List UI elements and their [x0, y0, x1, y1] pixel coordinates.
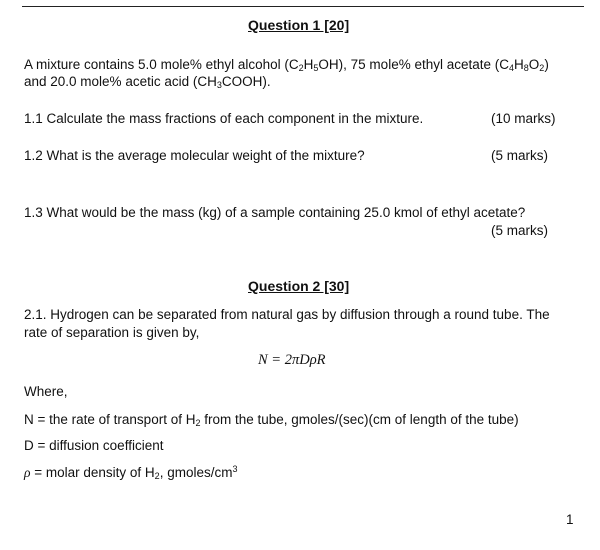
where-label: Where, — [24, 384, 68, 399]
page-number: 1 — [566, 512, 574, 527]
top-rule — [22, 6, 584, 7]
question-1-intro-line-2: and 20.0 mole% acetic acid $(CH_3COOH)$. — [24, 74, 271, 90]
question-1-1-marks: (10 marks) — [491, 111, 556, 126]
question-1-3-text: 1.3 What would be the mass (kg) of a sample containing 25.0 kmol of ethyl acetate? — [24, 205, 526, 220]
definition-n: N = the rate of transport of $H_2$ from the tube, gmoles/(sec)(cm of length of the tube) — [24, 412, 519, 428]
question-1-1-text: 1.1 Calculate the mass fractions of each component in the mixture. — [24, 111, 424, 126]
question-1-intro-line-1: A mixture contains 5.0 mole% ethyl alcohol $(C_2H_5OH)$, 75 mole% ethyl acetate $(C_4H_8O_2)$ — [24, 57, 549, 73]
definition-rho: ρ = molar density of $H_2$, gmoles/$cm^3$ — [24, 464, 238, 481]
question-2-1-line-1: 2.1. Hydrogen can be separated from natural gas by diffusion through a round tube. The — [24, 307, 550, 322]
question-2-heading: Question 2 [30] — [248, 278, 350, 294]
question-1-2-marks: (5 marks) — [491, 148, 548, 163]
question-1-3-marks: (5 marks) — [491, 223, 548, 238]
question-1-2-text: 1.2 What is the average molecular weight of the mixture? — [24, 148, 365, 163]
question-1-heading: Question 1 [20] — [248, 17, 350, 33]
definition-d: D = diffusion coefficient — [24, 438, 164, 453]
transport-equation: N = 2πDρR — [258, 352, 326, 368]
question-2-1-line-2: rate of separation is given by, — [24, 325, 200, 340]
